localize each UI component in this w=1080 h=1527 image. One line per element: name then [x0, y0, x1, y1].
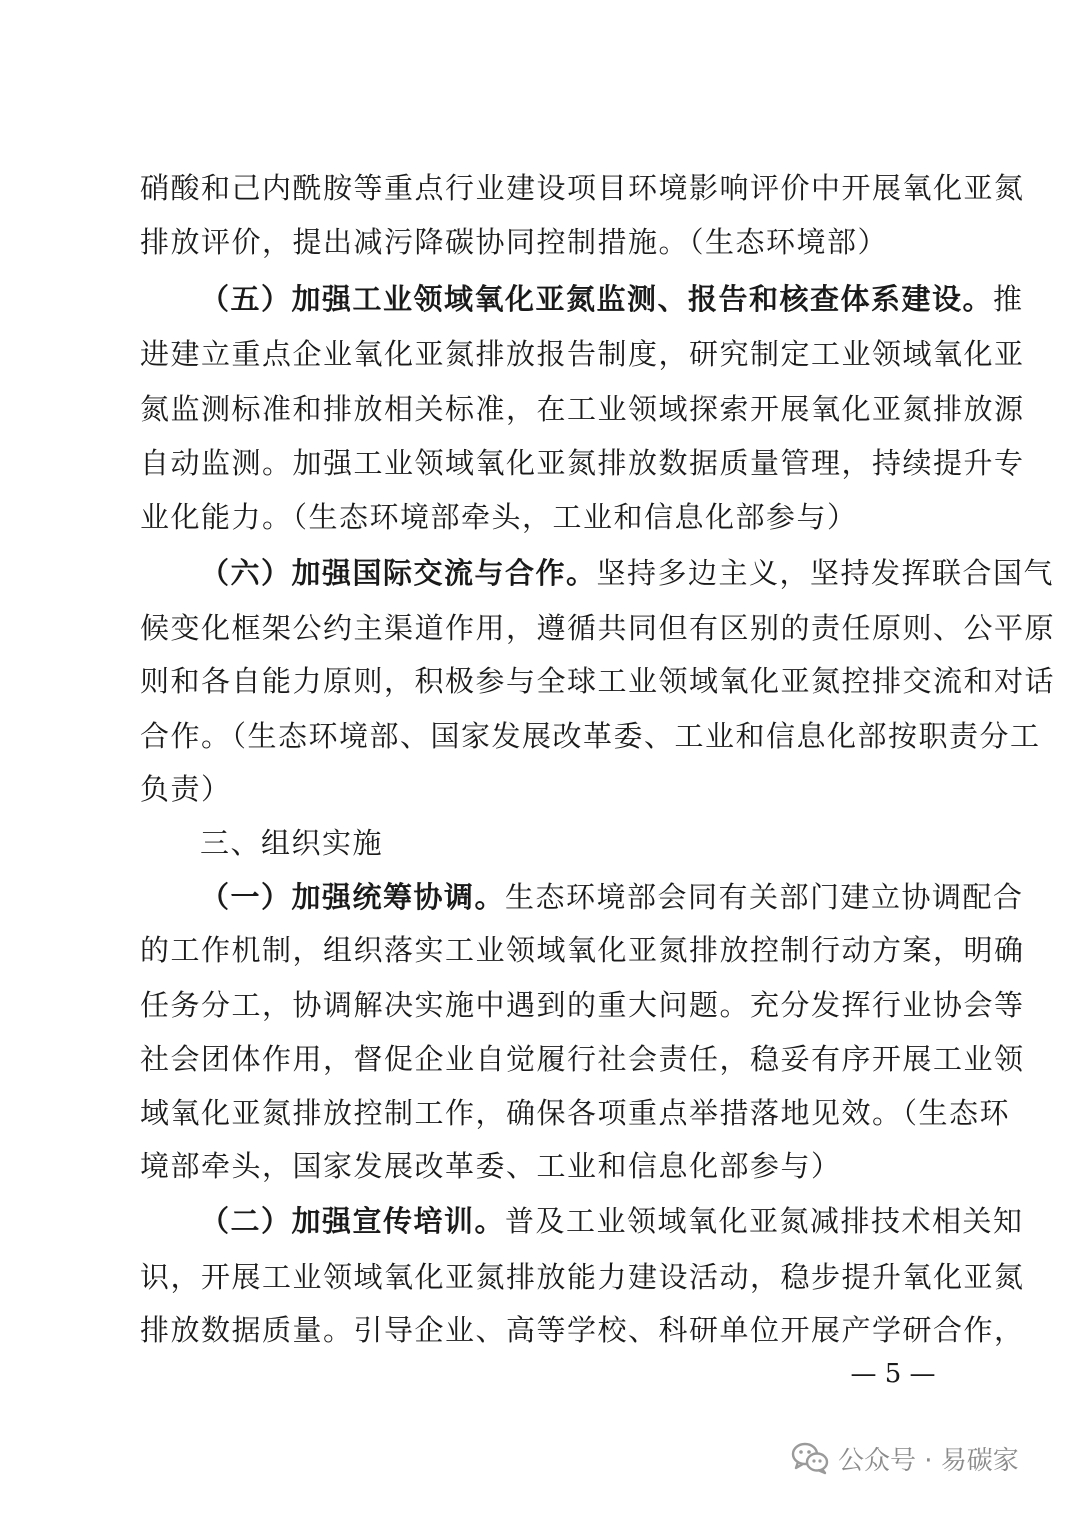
text-line [140, 334, 1025, 374]
text-segment: 负责） [140, 772, 232, 806]
text-line [140, 930, 1025, 970]
text-line [140, 1310, 1025, 1350]
text-segment: 生态环境部会同有关部门建立协调配合 [505, 880, 1024, 914]
bold-text-segment: （一）加强统筹协调。 [200, 880, 506, 914]
wechat-icon [790, 1440, 830, 1476]
text-segment: 业化能力。（生态环境部牵头，工业和信息化部参与） [140, 500, 858, 534]
bold-text-segment: （二）加强宣传培训。 [200, 1204, 506, 1238]
text-line [140, 716, 1041, 756]
text-line [140, 1257, 1025, 1297]
section-heading-line [200, 279, 1024, 319]
page-number: — 5 — [850, 1359, 936, 1389]
text-segment: 的工作机制，组织落实工业领域氧化亚氮排放控制行动方案，明确 [140, 933, 1025, 967]
text-line [140, 985, 1025, 1025]
text-line [140, 443, 1025, 483]
text-line [140, 1146, 940, 1186]
text-line [140, 168, 1025, 208]
text-segment: 识，开展工业领域氧化亚氮排放能力建设活动，稳步提升氧化亚氮 [140, 1260, 1025, 1294]
chapter-heading [200, 823, 940, 863]
text-segment: 排放评价，提出减污降碳协同控制措施。（生态环境部） [140, 225, 889, 259]
text-line [140, 608, 1056, 648]
section-heading-line [200, 877, 1024, 917]
text-segment: 候变化框架公约主渠道作用，遵循共同但有区别的责任原则、公平原 [140, 611, 1056, 645]
text-segment: 社会团体作用，督促企业自觉履行社会责任，稳妥有序开展工业领 [140, 1042, 1025, 1076]
text-segment: 氮监测标准和排放相关标准，在工业领域探索开展氧化亚氮排放源 [140, 392, 1025, 426]
watermark [790, 1436, 1019, 1480]
text-segment: 硝酸和己内酰胺等重点行业建设项目环境影响评价中开展氧化亚氮 [140, 171, 1025, 205]
text-line [140, 497, 940, 537]
text-line [140, 1039, 1025, 1079]
text-segment: 任务分工，协调解决实施中遇到的重大问题。充分发挥行业协会等 [140, 988, 1025, 1022]
text-segment: 推 [993, 282, 1024, 316]
text-segment: 自动监测。加强工业领域氧化亚氮排放数据质量管理，持续提升专 [140, 446, 1025, 480]
text-line [140, 661, 1056, 701]
section-heading-line [200, 1201, 1024, 1241]
text-segment: 三、组织实施 [200, 826, 384, 860]
text-segment: 合作。（生态环境部、国家发展改革委、工业和信息化部按职责分工 [140, 719, 1041, 753]
text-line [140, 389, 1025, 429]
text-line [140, 1093, 1011, 1133]
bold-text-segment: （六）加强国际交流与合作。 [200, 556, 597, 590]
section-heading-line [200, 553, 1055, 593]
text-segment: 进建立重点企业氧化亚氮排放报告制度，研究制定工业领域氧化亚 [140, 337, 1025, 371]
text-line [140, 769, 940, 809]
text-segment: 排放数据质量。引导企业、高等学校、科研单位开展产学研合作， [140, 1313, 1025, 1347]
text-segment: 普及工业领域氧化亚氮减排技术相关知 [505, 1204, 1024, 1238]
bold-text-segment: （五）加强工业领域氧化亚氮监测、报告和核查体系建设。 [200, 282, 994, 316]
text-segment: 境部牵头，国家发展改革委、工业和信息化部参与） [140, 1149, 842, 1183]
text-segment: 域氧化亚氮排放控制工作，确保各项重点举措落地见效。（生态环 [140, 1096, 1011, 1130]
text-line [140, 222, 940, 262]
watermark-text: 公众号 · 易碳家 [838, 1445, 1019, 1476]
text-segment: 则和各自能力原则，积极参与全球工业领域氧化亚氮控排交流和对话 [140, 664, 1056, 698]
text-segment: 坚持多边主义，坚持发挥联合国气 [596, 556, 1055, 590]
